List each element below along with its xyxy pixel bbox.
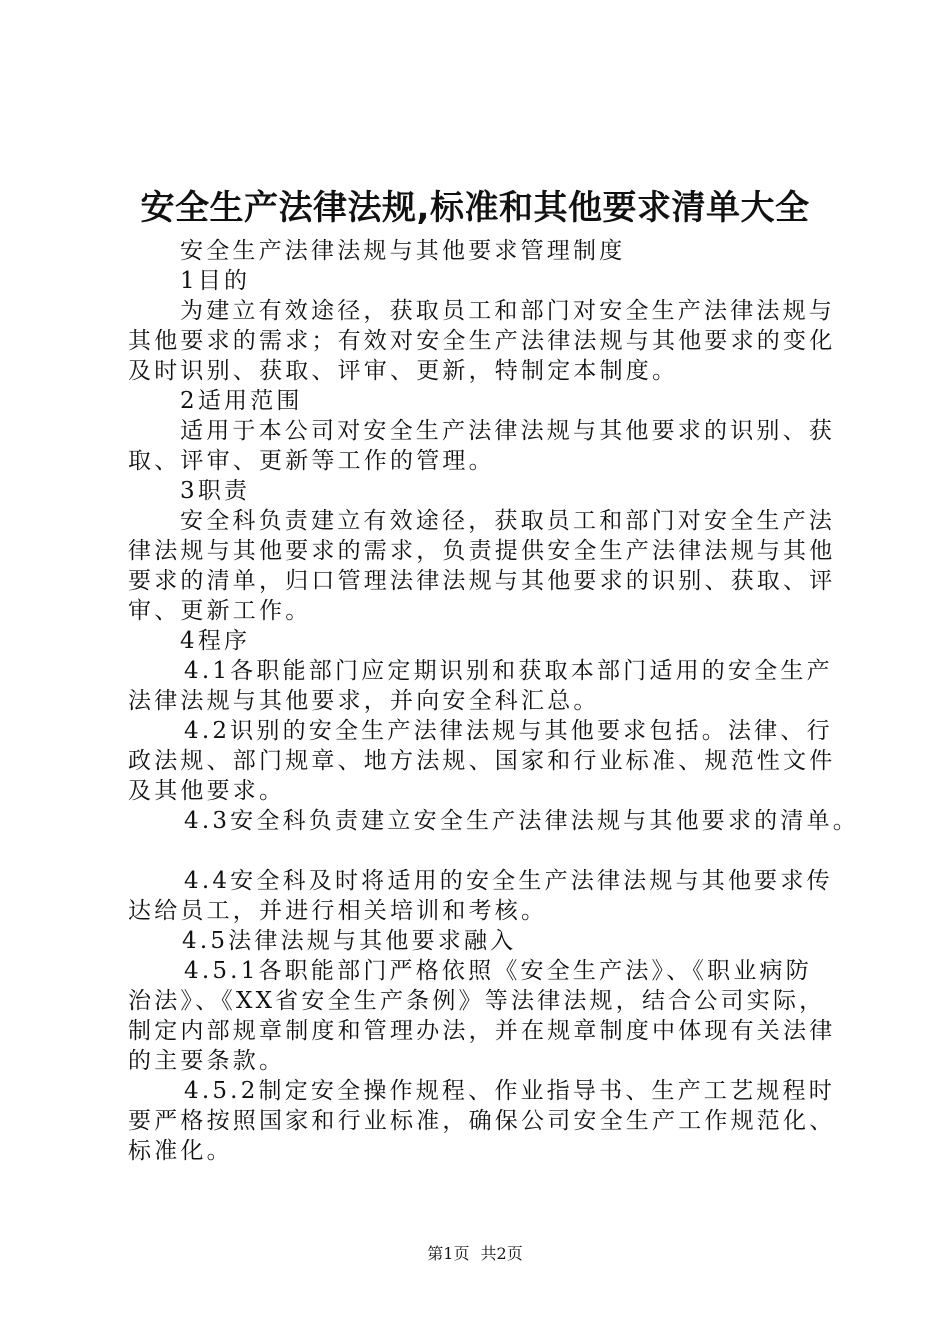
- paragraph-line: 达给员工，并进行相关培训和考核。: [128, 898, 548, 924]
- section-heading: 4.5法律法规与其他要求融入: [182, 928, 517, 954]
- paragraph-line: 4.2识别的安全生产法律法规与其他要求包括。法律、行: [184, 718, 833, 744]
- paragraph-line: 4.5.2制定安全操作规程、作业指导书、生产工艺规程时: [184, 1078, 835, 1104]
- paragraph-line: 4.1各职能部门应定期识别和获取本部门适用的安全生产: [184, 658, 833, 684]
- section-heading: 2适用范围: [180, 388, 303, 414]
- paragraph-line: 的主要条款。: [128, 1048, 286, 1074]
- paragraph-line: 安全科负责建立有效途径，获取员工和部门对安全生产法: [180, 508, 835, 534]
- paragraph-line: 4.5.1各职能部门严格依照《安全生产法》、《职业病防: [184, 958, 812, 984]
- section-heading: 1目的: [180, 268, 251, 294]
- paragraph-line: 4.4安全科及时将适用的安全生产法律法规与其他要求传: [184, 868, 833, 894]
- page-total: 共2页: [480, 1244, 523, 1263]
- paragraph-line: 审、更新工作。: [128, 598, 312, 624]
- section-heading: 3职责: [180, 478, 251, 504]
- paragraph-line: 要严格按照国家和行业标准，确保公司安全生产工作规范化、: [128, 1108, 836, 1134]
- paragraph-line: 及其他要求。: [128, 778, 286, 804]
- paragraph-line: 治法》、《XX省安全生产条例》等法律法规，结合公司实际，: [128, 988, 826, 1014]
- paragraph-spacer: [128, 836, 830, 866]
- paragraph-line: 为建立有效途径，获取员工和部门对安全生产法律法规与: [180, 298, 835, 324]
- paragraph-line: 政法规、部门规章、地方法规、国家和行业标准、规范性文件: [128, 748, 836, 774]
- paragraph-line: 适用于本公司对安全生产法律法规与其他要求的识别、获: [180, 418, 835, 444]
- page-footer: [0, 1243, 950, 1265]
- paragraph-line: 制定内部规章制度和管理办法，并在规章制度中体现有关法律: [128, 1018, 836, 1044]
- paragraph-line: 法律法规与其他要求，并向安全科汇总。: [128, 688, 600, 714]
- section-heading: 4程序: [180, 628, 251, 654]
- paragraph-line: 律法规与其他要求的需求，负责提供安全生产法律法规与其他: [128, 538, 836, 564]
- paragraph-line: 及时识别、获取、评审、更新，特制定本制度。: [128, 358, 679, 384]
- paragraph-line: 标准化。: [128, 1138, 233, 1164]
- paragraph-line: 要求的清单，归口管理法律法规与其他要求的识别、获取、评: [128, 568, 836, 594]
- document-body: [128, 236, 859, 1166]
- paragraph-line: 取、评审、更新等工作的管理。: [128, 448, 495, 474]
- section-heading: 安全生产法律法规与其他要求管理制度: [180, 238, 626, 264]
- page-number: 第1页: [427, 1244, 470, 1263]
- paragraph-line: 4.3安全科负责建立安全生产法律法规与其他要求的清单。: [184, 808, 859, 834]
- document-title: 安全生产法律法规,标准和其他要求清单大全: [140, 188, 810, 228]
- paragraph-line: 其他要求的需求；有效对安全生产法律法规与其他要求的变化: [128, 328, 836, 354]
